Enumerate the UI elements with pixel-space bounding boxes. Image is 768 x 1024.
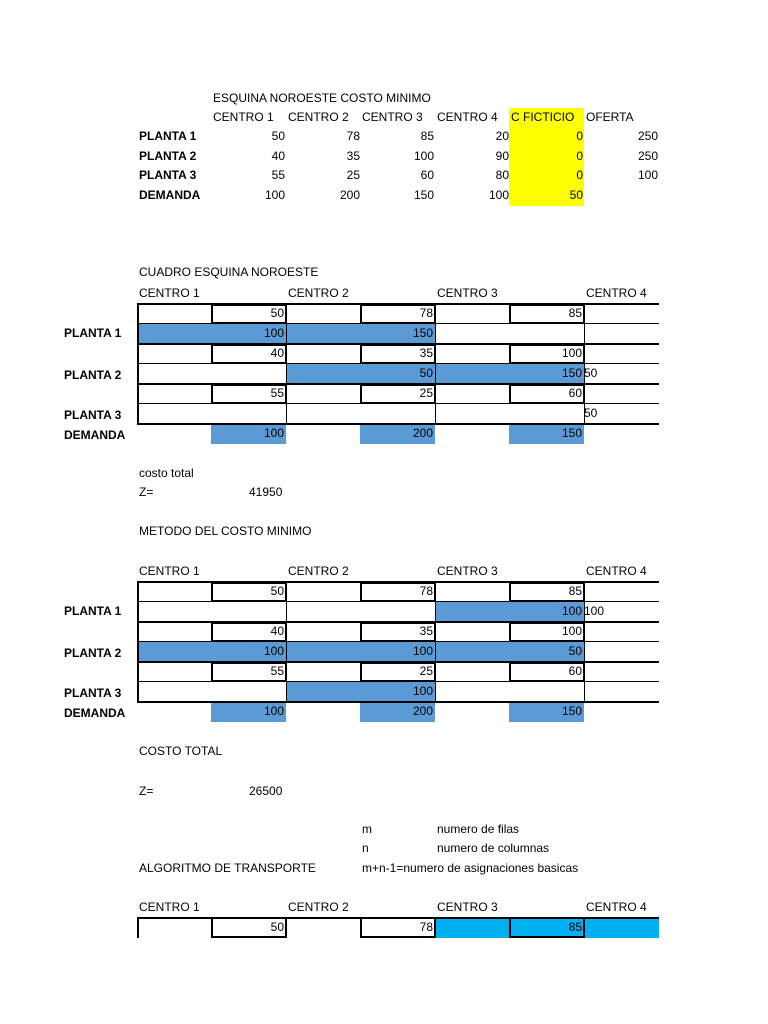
noroeste-label-planta-2: PLANTA 2 — [64, 368, 122, 382]
minimo-label-planta-1: PLANTA 1 — [64, 604, 122, 618]
header-centro-1: CENTRO 1 — [213, 110, 274, 124]
noroeste-cost-r1-c2: 78 — [419, 306, 433, 320]
minimo-demand-c2: 200 — [412, 704, 433, 718]
noroeste-z-label: Z= — [139, 485, 154, 499]
minimo-cost-r1-c2: 78 — [419, 584, 433, 598]
top-cell-r1-c3: 85 — [420, 129, 434, 143]
minimo-col-line-r2-2 — [435, 682, 436, 702]
noroeste-label-planta-3: PLANTA 3 — [64, 408, 122, 422]
minimo-allocation-r2-c1: 100 — [263, 644, 284, 658]
minimo-cost-r3-c3: 60 — [568, 664, 582, 678]
noroeste-header-centro-1: CENTRO 1 — [139, 286, 200, 300]
noroeste-left-border-1 — [137, 344, 139, 384]
transporte-cost-2: 78 — [419, 920, 433, 934]
minimo-cost-r3-c1: 55 — [270, 664, 284, 678]
minimo-z-value: 26500 — [249, 784, 283, 798]
noroeste-cost-r3-c3: 60 — [568, 386, 582, 400]
minimo-label-planta-2: PLANTA 2 — [64, 646, 122, 660]
top-cell-r2-c5: 0 — [576, 149, 583, 163]
top-cell-r1-c6: 250 — [637, 129, 658, 143]
minimo-allocation-r3-c2: 100 — [412, 684, 433, 698]
noroeste-header-centro-4: CENTRO 4 — [586, 286, 647, 300]
noroeste-label-planta-1: PLANTA 1 — [64, 326, 122, 340]
minimo-label-demanda: DEMANDA — [64, 706, 126, 720]
noroeste-cost-r2-c2: 35 — [419, 346, 433, 360]
minimo-cost-r3-c2: 25 — [419, 664, 433, 678]
noroeste-left-border-2 — [137, 384, 139, 424]
noroeste-allocation-r1-c1: 100 — [263, 326, 284, 340]
minimo-demand-c1: 100 — [263, 704, 284, 718]
minimo-header-centro-3: CENTRO 3 — [437, 564, 498, 578]
top-cell-r4-c2: 200 — [339, 188, 360, 202]
transporte-left-line — [137, 917, 139, 938]
note-n-desc: numero de columnas — [437, 841, 550, 855]
noroeste-z-value: 41950 — [249, 485, 283, 499]
header-centro-4: CENTRO 4 — [437, 110, 498, 124]
top-cell-r4-c4: 100 — [488, 188, 509, 202]
minimo-col-line-r1-3 — [584, 642, 585, 662]
minimo-col-line-r2-3 — [584, 682, 585, 702]
top-cell-r1-c4: 20 — [495, 129, 509, 143]
noroeste-allocation-r3-c4: 50 — [584, 406, 598, 420]
minimo-header-centro-4: CENTRO 4 — [586, 564, 647, 578]
noroeste-label-demanda: DEMANDA — [64, 428, 126, 442]
top-cell-r2-c6: 250 — [637, 149, 658, 163]
top-cell-r3-c3: 60 — [420, 168, 434, 182]
top-cell-r4-c3: 150 — [413, 188, 434, 202]
noroeste-demand-c3: 150 — [561, 426, 582, 440]
header-centro-3: CENTRO 3 — [362, 110, 423, 124]
noroeste-allocation-r1-c2: 150 — [412, 326, 433, 340]
top-cell-r2-c2: 35 — [346, 149, 360, 163]
noroeste-cost-r3-c2: 25 — [419, 386, 433, 400]
top-title: ESQUINA NOROESTE COSTO MINIMO — [213, 91, 431, 105]
row-label-planta-1: PLANTA 1 — [139, 129, 197, 143]
transporte-title: ALGORITMO DE TRANSPORTE — [139, 861, 316, 875]
minimo-header-centro-2: CENTRO 2 — [288, 564, 349, 578]
noroeste-demand-c1: 100 — [263, 426, 284, 440]
minimo-cost-r1-c3: 85 — [568, 584, 582, 598]
noroeste-col-line-r2-2 — [435, 404, 436, 424]
top-cell-r2-c3: 100 — [413, 149, 434, 163]
top-cell-r3-c2: 25 — [346, 168, 360, 182]
noroeste-demand-c2: 200 — [412, 426, 433, 440]
noroeste-col-line-r2-1 — [286, 404, 287, 424]
noroeste-cost-r2-c3: 100 — [561, 346, 582, 360]
minimo-allocation-r1-c4: 100 — [584, 604, 605, 618]
minimo-left-border-2 — [137, 662, 139, 702]
header-centro-2: CENTRO 2 — [288, 110, 349, 124]
header-c-ficticio: C FICTICIO — [511, 110, 575, 124]
top-cell-r4-c1: 100 — [264, 188, 285, 202]
note-m: m — [362, 822, 372, 836]
noroeste-col-line-r0-2 — [435, 324, 436, 344]
noroeste-allocation-r2-c4: 50 — [584, 366, 598, 380]
minimo-title: METODO DEL COSTO MINIMO — [139, 524, 312, 538]
note-m-desc: numero de filas — [437, 822, 520, 836]
transporte-header-centro-2: CENTRO 2 — [288, 900, 349, 914]
top-cell-r1-c1: 50 — [271, 129, 285, 143]
minimo-cost-r2-c3: 100 — [561, 624, 582, 638]
top-cell-r1-c5: 0 — [576, 129, 583, 143]
noroeste-cost-r3-c1: 55 — [270, 386, 284, 400]
minimo-cost-r1-c1: 50 — [270, 584, 284, 598]
top-cell-r3-c4: 80 — [495, 168, 509, 182]
minimo-left-border-0 — [137, 582, 139, 622]
top-cell-r3-c1: 55 — [271, 168, 285, 182]
transporte-header-centro-1: CENTRO 1 — [139, 900, 200, 914]
top-cell-r3-c5: 0 — [576, 168, 583, 182]
top-cell-r4-c5: 50 — [569, 188, 583, 202]
top-cell-r2-c1: 40 — [271, 149, 285, 163]
row-label-demanda: DEMANDA — [139, 188, 201, 202]
minimo-costo-label: COSTO TOTAL — [139, 744, 223, 758]
noroeste-costo-label: costo total — [139, 466, 194, 480]
transporte-header-centro-4: CENTRO 4 — [586, 900, 647, 914]
note-n: n — [362, 841, 369, 855]
note-formula: m+n-1=numero de asignaciones basicas — [362, 861, 579, 875]
noroeste-header-centro-2: CENTRO 2 — [288, 286, 349, 300]
noroeste-cost-r1-c1: 50 — [270, 306, 284, 320]
minimo-allocation-r2-c2: 100 — [412, 644, 433, 658]
minimo-allocation-r2-c3: 50 — [568, 644, 582, 658]
row-label-planta-3: PLANTA 3 — [139, 168, 197, 182]
transporte-cost-1: 50 — [270, 920, 284, 934]
minimo-label-planta-3: PLANTA 3 — [64, 686, 122, 700]
row-label-planta-2: PLANTA 2 — [139, 149, 197, 163]
noroeste-header-centro-3: CENTRO 3 — [437, 286, 498, 300]
transporte-header-centro-3: CENTRO 3 — [437, 900, 498, 914]
header-oferta: OFERTA — [586, 110, 634, 124]
top-cell-r3-c6: 100 — [637, 168, 658, 182]
noroeste-title: CUADRO ESQUINA NOROESTE — [139, 265, 319, 279]
noroeste-cost-r2-c1: 40 — [270, 346, 284, 360]
noroeste-cost-r1-c3: 85 — [568, 306, 582, 320]
minimo-z-label: Z= — [139, 784, 154, 798]
minimo-allocation-r1-c3: 100 — [561, 604, 582, 618]
noroeste-col-line-r0-3 — [584, 324, 585, 344]
minimo-cost-r2-c2: 35 — [419, 624, 433, 638]
transporte-cost-3: 85 — [568, 920, 582, 934]
noroeste-allocation-r2-c3: 150 — [561, 366, 582, 380]
minimo-col-line-r0-1 — [286, 602, 287, 622]
minimo-demand-c3: 150 — [561, 704, 582, 718]
top-cell-r2-c4: 90 — [495, 149, 509, 163]
minimo-header-centro-1: CENTRO 1 — [139, 564, 200, 578]
minimo-cost-r2-c1: 40 — [270, 624, 284, 638]
noroeste-allocation-r2-c2: 50 — [419, 366, 433, 380]
top-cell-r1-c2: 78 — [346, 129, 360, 143]
